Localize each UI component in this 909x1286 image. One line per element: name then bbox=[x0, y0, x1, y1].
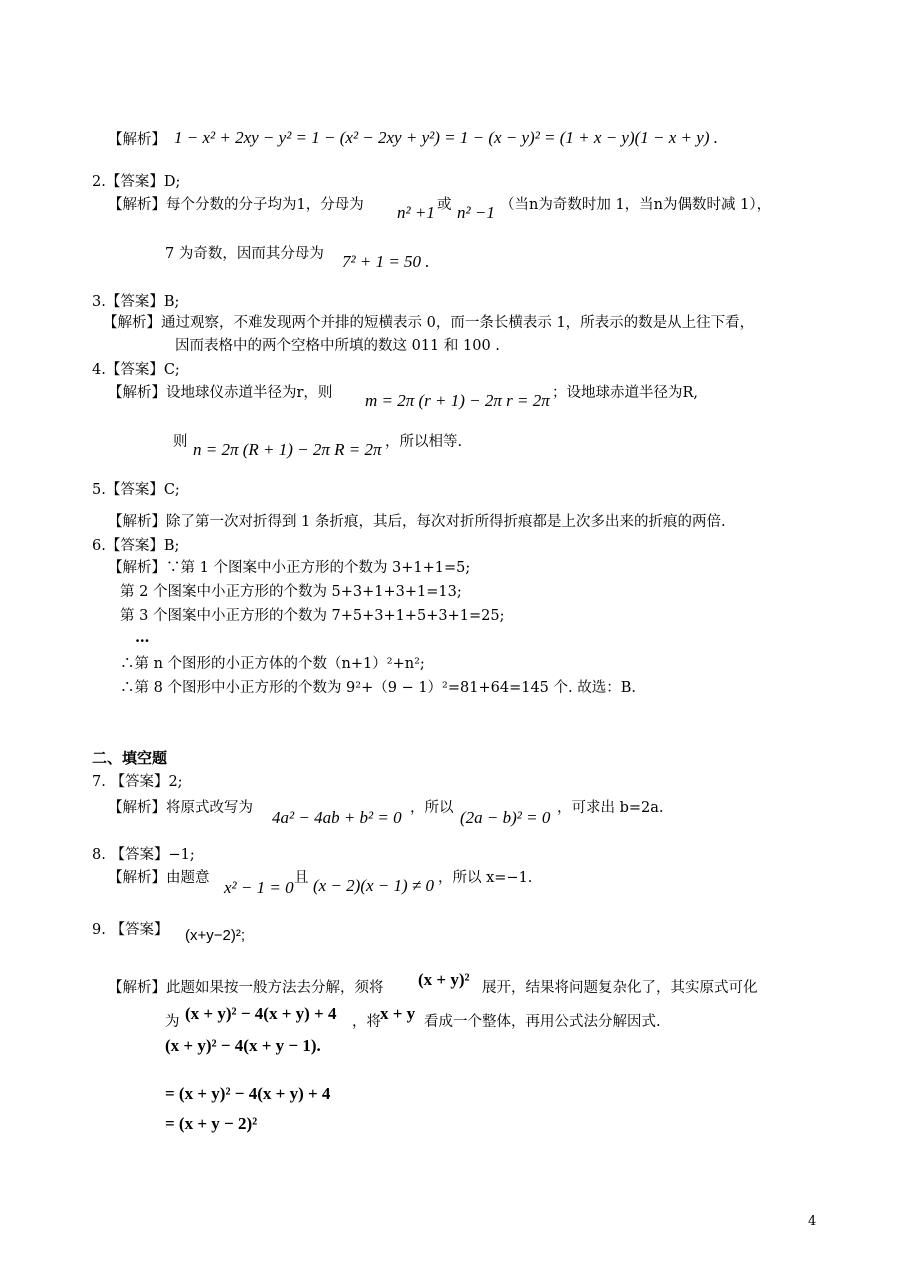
q5-answer: 5.【答案】C; bbox=[92, 482, 180, 498]
q6-analysis-3: 第 3 个图案中小正方形的个数为 7+5+3+1+5+3+1=25; bbox=[120, 608, 505, 624]
q9-step-2: = (x + y)² − 4(x + y) + 4 bbox=[165, 1084, 331, 1103]
q6-analysis-4: ∴第 n 个图形的小正方体的个数（n+1）²+n²; bbox=[120, 656, 425, 672]
q2-answer: 2.【答案】D; bbox=[92, 174, 181, 190]
q9-analysis-2: 展开，结果将问题复杂化了，其实原式可化 bbox=[482, 980, 758, 996]
q9-answer-value: (x+y−2)²; bbox=[185, 927, 246, 944]
q9-analysis: 【解析】此题如果按一般方法去分解，须将 bbox=[108, 980, 384, 996]
q8-formula-a: x² − 1 = 0 bbox=[224, 878, 294, 897]
q4-analysis: 【解析】设地球仪赤道半径为r，则 bbox=[108, 385, 333, 401]
q3-answer: 3.【答案】B; bbox=[92, 294, 180, 310]
q2-formula-c: 7² + 1 = 50 . bbox=[342, 252, 430, 271]
q1-analysis-label: 【解析】 bbox=[108, 132, 166, 148]
q8-and: 且 bbox=[294, 870, 309, 886]
q9-answer: 9. 【答案】 bbox=[92, 922, 169, 938]
q4-formula-n: n = 2π (R + 1) − 2π R = 2π bbox=[193, 440, 382, 459]
q7-formula-a: 4a² − 4ab + b² = 0 bbox=[272, 808, 402, 827]
q5-analysis: 【解析】除了第一次对折得到 1 条折痕，其后，每次对折所得折痕都是上次多出来的折痕的两倍. bbox=[108, 514, 726, 530]
q2-odd-text: 7 为奇数，因而其分母为 bbox=[165, 246, 324, 262]
q8-answer: 8. 【答案】−1; bbox=[92, 847, 195, 863]
q4-answer: 4.【答案】C; bbox=[92, 362, 180, 378]
q4-then: 则 bbox=[173, 434, 188, 450]
q4-analysis-2: ；设地球赤道半径为R, bbox=[552, 385, 699, 401]
q7-formula-b: (2a − b)² = 0 bbox=[460, 808, 551, 827]
q9-formula-b: (x + y)² − 4(x + y) + 4 bbox=[185, 1004, 337, 1023]
q7-analysis: 【解析】将原式改写为 bbox=[108, 800, 253, 816]
q9-analysis-3: 看成一个整体，再用公式法分解因式. bbox=[424, 1014, 661, 1030]
q4-conclusion: ，所以相等. bbox=[385, 434, 463, 450]
section-title: 二、填空题 bbox=[92, 749, 168, 767]
q2-formula-a: n² +1 bbox=[397, 203, 435, 222]
q9-prefix: 为 bbox=[165, 1014, 180, 1030]
q9-step-1: (x + y)² − 4(x + y − 1). bbox=[165, 1036, 321, 1055]
q8-analysis: 【解析】由题意 bbox=[108, 870, 210, 886]
q6-analysis-1: 【解析】∵第 1 个图案中小正方形的个数为 3+1+1=5; bbox=[108, 560, 471, 576]
q9-take: ，将 bbox=[352, 1014, 381, 1030]
q3-analysis-2: 因而表格中的两个空格中所填的数这 011 和 100 . bbox=[175, 338, 500, 354]
q2-analysis-text: 【解析】每个分数的分子均为1，分母为 bbox=[108, 197, 364, 213]
q1-formula: 1 − x² + 2xy − y² = 1 − (x² − 2xy + y²) = 1 − (x − y)² = (1 + x − y)(1 − x + y) . bbox=[174, 128, 718, 147]
q7-so: ，所以 bbox=[410, 800, 454, 816]
page-number: 4 bbox=[808, 1214, 817, 1229]
q6-analysis-2: 第 2 个图案中小正方形的个数为 5+3+1+3+1=13; bbox=[120, 584, 462, 600]
q2-analysis-text-2: （当n为奇数时加 1，当n为偶数时减 1）， bbox=[500, 197, 772, 213]
q9-formula-a: (x + y)² bbox=[418, 970, 470, 989]
q7-conclusion: ，可求出 b=2a. bbox=[557, 800, 664, 816]
q7-answer: 7. 【答案】2; bbox=[92, 774, 183, 790]
q2-or: 或 bbox=[437, 197, 452, 213]
q6-ellipsis: … bbox=[135, 629, 150, 646]
q9-formula-c: x + y bbox=[380, 1004, 416, 1023]
q2-formula-b: n² −1 bbox=[457, 203, 495, 222]
q3-analysis: 【解析】通过观察，不难发现两个并排的短横表示 0，而一条长横表示 1，所表示的数是从上往下看， bbox=[103, 315, 755, 331]
q9-step-3: = (x + y − 2)² bbox=[165, 1114, 258, 1133]
q8-formula-b: (x − 2)(x − 1) ≠ 0 bbox=[313, 876, 435, 895]
q6-answer: 6.【答案】B; bbox=[92, 538, 180, 554]
q6-analysis-5: ∴第 8 个图形中小正方形的个数为 9²+（9 − 1）²=81+64=145 个. 故选：B. bbox=[120, 680, 636, 696]
q8-conclusion: ，所以 x=−1. bbox=[438, 870, 533, 886]
q4-formula-m: m = 2π (r + 1) − 2π r = 2π bbox=[365, 391, 550, 410]
